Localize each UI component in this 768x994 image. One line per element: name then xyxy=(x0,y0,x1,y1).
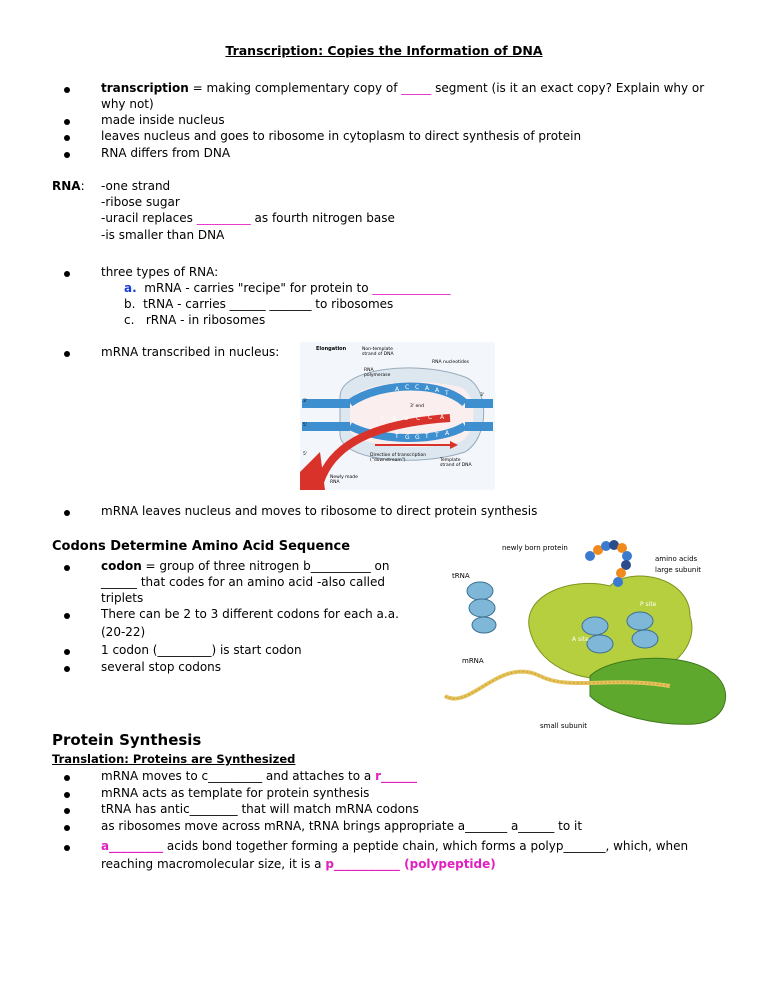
base-bot-1: G xyxy=(405,434,410,441)
blank-pink: r______ xyxy=(375,769,417,783)
text: reaching macromolecular size, it is a xyxy=(101,857,326,871)
polypeptide-note: (polypeptide) xyxy=(399,857,496,871)
text: as fourth nitrogen base xyxy=(250,211,395,225)
base-top-3: A xyxy=(425,385,430,392)
label-small-subunit: small subunit xyxy=(540,722,587,730)
label-trna: tRNA xyxy=(452,572,470,580)
blank-pink: p___________ xyxy=(325,857,400,871)
base-rna-3: C xyxy=(416,415,421,422)
bullet-dot xyxy=(64,271,70,277)
bullet-dot xyxy=(64,135,70,141)
letter-c: c. xyxy=(124,313,135,327)
protein-bullet-5-cont xyxy=(101,856,496,872)
codon-count: There can be 2 to 3 different codons for each a.a. xyxy=(101,607,399,621)
label-3-end: 3' end xyxy=(410,404,425,409)
text: acids bond together forming a peptide chain, which forms a polyp_______, which, when xyxy=(163,839,689,853)
letter-a: a. xyxy=(124,281,137,295)
letter-b: b. xyxy=(124,297,136,311)
transcription-definition-cont: why not) xyxy=(101,97,154,111)
types-intro: three types of RNA: xyxy=(101,265,219,279)
base-rna-4: C xyxy=(428,414,433,421)
codons-heading: Codons Determine Amino Acid Sequence xyxy=(52,539,351,554)
rna-label xyxy=(52,178,85,194)
protein-synthesis-heading: Protein Synthesis xyxy=(52,731,202,749)
label-p-site: P site xyxy=(640,601,657,608)
type-a xyxy=(124,280,450,296)
label-newly-made2: RNA xyxy=(330,480,340,485)
bullet-dot xyxy=(64,775,70,781)
base-rna-0: C xyxy=(380,416,385,423)
label-nontemplate: Non-template xyxy=(362,347,393,352)
text: tRNA - carries ______ _______ to ribosomes xyxy=(143,297,394,311)
blank-pink: a_________ xyxy=(101,839,164,853)
type-b xyxy=(124,296,393,312)
label-a-site: A site xyxy=(572,636,589,643)
label-rna-polymerase2: polymerase xyxy=(364,373,391,378)
transcription-diagram xyxy=(300,342,495,490)
protein-bullet-1 xyxy=(101,768,417,784)
translation-subheading: Translation: Proteins are Synthesized xyxy=(52,752,296,766)
protein-bullet-5 xyxy=(101,838,688,854)
protein-bullet-4: as ribosomes move across mRNA, tRNA brings appropriate a_______ a______ to it xyxy=(101,819,583,833)
base-bot-5: A xyxy=(445,430,450,437)
rna-line-2: -ribose sugar xyxy=(101,195,180,209)
base-bot-0: T xyxy=(395,433,399,440)
label-direction: Direction of transcription xyxy=(370,453,427,458)
codon-count-2: (20-22) xyxy=(101,625,146,639)
label-newly-made: Newly made xyxy=(330,475,358,480)
label-template2: strand of DNA xyxy=(440,463,472,468)
base-bot-4: T xyxy=(435,432,439,439)
text: mRNA moves to c_________ and attaches to a xyxy=(101,769,376,783)
label-direction2: ("downstream") xyxy=(370,458,406,463)
bullet-dot xyxy=(64,613,70,619)
ribosome-diagram xyxy=(440,536,740,732)
blank-pink: _________ xyxy=(196,211,251,225)
stop-codons: several stop codons xyxy=(101,660,222,674)
bullet-dot xyxy=(64,351,70,357)
blank-pink: _____________ xyxy=(372,281,451,295)
base-top-4: A xyxy=(435,387,440,394)
label-rna-polymerase: RNA xyxy=(364,368,374,373)
transcription-definition xyxy=(101,80,704,96)
trna-left xyxy=(467,582,496,633)
term-transcription: transcription xyxy=(101,81,189,95)
label-large-subunit: large subunit xyxy=(655,566,702,574)
blank-pink: _____ xyxy=(401,81,432,95)
bullet-leaves-nucleus: leaves nucleus and goes to ribosome in cytoplasm to direct synthesis of protein xyxy=(101,129,582,143)
protein-bullet-3: tRNA has antic________ that will match mRNA codons xyxy=(101,802,419,816)
base-rna-1: A xyxy=(392,415,397,422)
codon-definition-3: triplets xyxy=(101,591,144,605)
codon-definition xyxy=(101,558,389,574)
rna-colon: : xyxy=(80,179,85,193)
base-top-0: A xyxy=(395,386,400,393)
label-end-5: 5' xyxy=(303,423,308,428)
text: segment (is it an exact copy? Explain why or xyxy=(431,81,705,95)
bullet-dot xyxy=(64,825,70,831)
label-mrna: mRNA xyxy=(462,657,484,665)
base-top-1: C xyxy=(405,384,410,391)
bullet-dot xyxy=(64,565,70,571)
bullet-made-inside: made inside nucleus xyxy=(101,113,225,127)
protein-bullet-2: mRNA acts as template for protein synthesis xyxy=(101,786,370,800)
bullet-dot xyxy=(64,808,70,814)
text: rRNA - in ribosomes xyxy=(145,313,266,327)
base-bot-3: T xyxy=(425,433,429,440)
page-title: Transcription: Copies the Information of DNA xyxy=(225,43,543,58)
bullet-dot xyxy=(64,87,70,93)
label-amino-acids: amino acids xyxy=(655,555,698,563)
type-c xyxy=(124,312,265,328)
rna-line-3 xyxy=(101,210,395,226)
bullet-dot xyxy=(64,510,70,516)
label-elongation: Elongation xyxy=(316,346,347,352)
dna-strand-left-top xyxy=(302,399,350,408)
mrna-leaves: mRNA leaves nucleus and moves to ribosome to direct protein synthesis xyxy=(101,504,538,518)
small-subunit-shape xyxy=(590,658,726,724)
codon-definition-2: ______ that codes for an amino acid -also called xyxy=(101,575,385,589)
text: = making complementary copy of xyxy=(188,81,402,95)
base-top-5: T xyxy=(445,390,449,397)
label-newly-born-protein: newly born protein xyxy=(502,544,568,552)
label-nontemplate2: strand of DNA xyxy=(362,352,394,357)
dna-strand-left-bottom xyxy=(302,422,350,431)
term-codon: codon xyxy=(101,559,142,573)
bullet-dot xyxy=(64,152,70,158)
dna-strand-right-top xyxy=(465,399,493,408)
bullet-dot xyxy=(64,649,70,655)
base-top-2: C xyxy=(415,384,420,391)
rna-label-text: RNA xyxy=(52,179,81,193)
bullet-dot xyxy=(64,666,70,672)
label-end-3b: 3' xyxy=(480,393,485,398)
rna-line-1: -one strand xyxy=(101,179,171,193)
text: -uracil replaces xyxy=(101,211,197,225)
mrna-transcribed: mRNA transcribed in nucleus: xyxy=(101,345,280,359)
label-template: Template xyxy=(440,458,461,463)
bullet-dot xyxy=(64,845,70,851)
bullet-dot xyxy=(64,119,70,125)
text: mRNA - carries "recipe" for protein to xyxy=(144,281,373,295)
base-rna-5: A xyxy=(440,414,445,421)
rna-line-4: -is smaller than DNA xyxy=(101,228,225,242)
start-codon: 1 codon (_________) is start codon xyxy=(101,643,302,657)
bullet-rna-differs: RNA differs from DNA xyxy=(101,146,231,160)
label-rna-nucleotides: RNA nucleotides xyxy=(432,360,469,365)
label-end-5b: 5' xyxy=(303,452,308,457)
label-end-3: 3' xyxy=(303,399,308,404)
base-bot-2: G xyxy=(415,434,420,441)
bullet-dot xyxy=(64,792,70,798)
dna-strand-right-bottom xyxy=(465,422,493,431)
base-rna-2: U xyxy=(404,415,409,422)
text: = group of three nitrogen b__________ on xyxy=(141,559,390,573)
